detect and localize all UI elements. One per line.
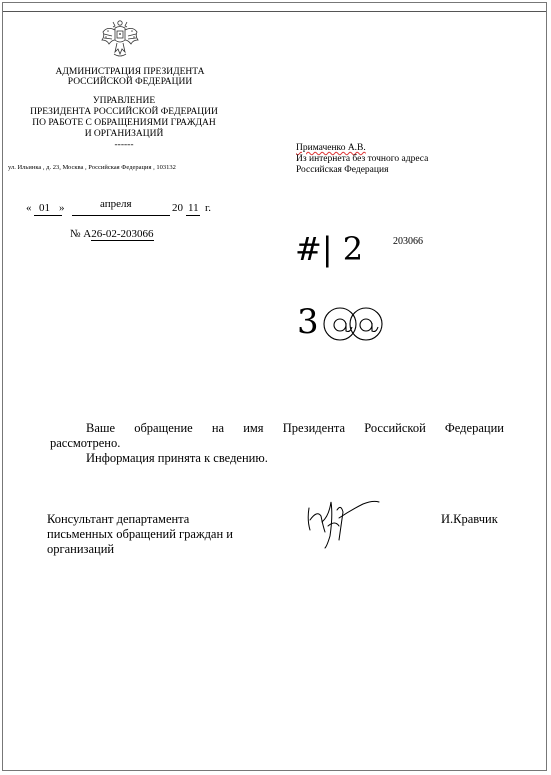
signer-title [47,512,287,557]
signer-title-line-1: Консультант департамента [47,512,190,526]
recipient-block [296,143,536,176]
signer-title-line-2: письменных обращений граждан и [47,527,233,541]
date-year: 11 [188,202,199,214]
dept-line-3: ПО РАБОТЕ С ОБРАЩЕНИЯМИ ГРАЖДАН [32,118,216,128]
registration-number [70,228,230,240]
signer-title-line-3: организаций [47,542,115,556]
body-line-2: рассмотрено. [50,436,121,450]
date-suffix: г. [205,202,212,214]
handwritten-hash-number: 203066 [393,236,423,247]
year-underline [186,215,200,216]
body-word: Российской [364,421,426,435]
administration-header [40,67,220,87]
department-header [14,96,234,151]
month-underline [72,215,170,216]
date-year-prefix: 20 [172,202,183,214]
handwritten-signature [303,496,385,552]
date-close-quote: » [59,202,65,214]
body-line-1 [50,421,504,436]
dept-line-4: И ОРГАНИЗАЦИЙ [84,129,164,139]
body-word: Президента [282,421,346,435]
letter-body [50,421,504,466]
admin-line-2: РОССИЙСКОЙ ФЕДЕРАЦИИ [67,77,193,87]
registration-value: 26-02-203066 [91,228,154,240]
recipient-line-3: Российская Федерация [296,165,389,175]
recipient-name: Примаченко А.В. [296,143,366,153]
body-line-3: Информация принята к сведению. [86,451,268,465]
sender-address: ул. Ильинка , д. 23, Москва , Российская Федерация , 103132 [8,164,176,171]
registration-prefix: № А [70,228,92,240]
body-word: на [211,421,225,435]
date-day: 01 [39,202,50,214]
at-sign-mark-icon [322,301,384,347]
body-word: Ваше [86,421,116,435]
admin-line-1: АДМИНИСТРАЦИЯ ПРЕЗИДЕНТА [55,67,205,77]
date-month: апреля [100,198,132,210]
handwritten-hash-mark: #| 2 [295,230,364,268]
dept-line-1: УПРАВЛЕНИЕ [92,96,156,106]
dept-separator: ------ [114,140,134,150]
date-open-quote: « [26,202,32,214]
body-word: имя [243,421,264,435]
coat-of-arms-icon [100,18,140,60]
document-date [26,198,226,216]
recipient-line-2: Из интернета без точного адреса [296,154,429,164]
handwritten-three: 3 [297,302,319,342]
body-word: обращение [134,421,193,435]
dept-line-2: ПРЕЗИДЕНТА РОССИЙСКОЙ ФЕДЕРАЦИИ [30,107,218,117]
body-word: Федерации [444,421,504,435]
day-underline [34,215,62,216]
signer-name: И.Кравчик [441,512,498,526]
